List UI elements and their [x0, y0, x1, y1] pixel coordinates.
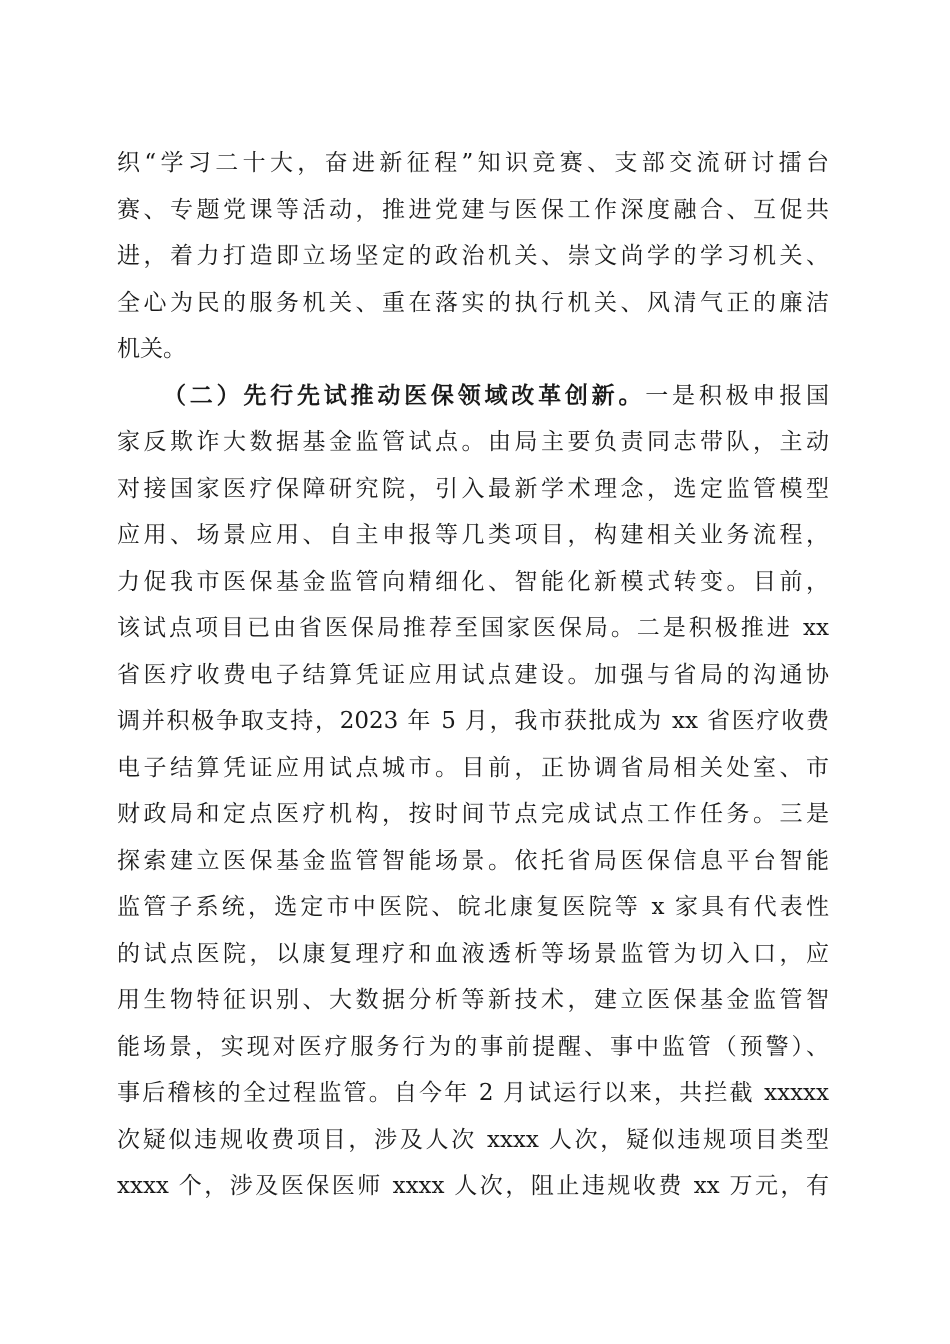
text-line: 省医疗收费电子结算凭证应用试点建设。加强与省局的沟通协: [117, 661, 829, 688]
text-line: 事后稽核的全过程监管。自今年 2 月试运行以来，共拦截 xxxxx: [117, 1080, 829, 1106]
document-body: [117, 140, 829, 1210]
paragraph-2-first-line: [117, 373, 829, 420]
text-line: 电子结算凭证应用试点城市。目前，正协调省局相关处室、市: [117, 754, 829, 781]
text-line: 力促我市医保基金监管向精细化、智能化新模式转变。目前，: [117, 568, 829, 595]
text-line: 探索建立医保基金监管智能场景。依托省局医保信息平台智能: [117, 847, 829, 874]
text-line: 能场景，实现对医疗服务行为的事前提醒、事中监管（预警）、: [117, 1033, 829, 1060]
text-line: 家反欺诈大数据基金监管试点。由局主要负责同志带队，主动: [117, 429, 829, 455]
text-line: 该试点项目已由省医保局推荐至国家医保局。二是积极推进 xx: [117, 615, 829, 641]
text-line: 应用、场景应用、自主申报等几类项目，构建相关业务流程，: [117, 522, 829, 548]
text-line: 调并积极争取支持，2023 年 5 月，我市获批成为 xx 省医疗收费: [117, 708, 829, 734]
text-line: 机关。: [117, 336, 186, 362]
text-line: 进，着力打造即立场坚定的政治机关、崇文尚学的学习机关、: [117, 243, 829, 269]
paragraph-1: [117, 140, 829, 373]
text-line: 全心为民的服务机关、重在落实的执行机关、风清气正的廉洁: [117, 289, 829, 316]
text-line: 对接国家医疗保障研究院，引入最新学术理念，选定监管模型: [117, 475, 829, 502]
text-line: 次疑似违规收费项目，涉及人次 xxxx 人次，疑似违规项目类型: [117, 1126, 829, 1153]
text-run: 一是积极申报国: [645, 382, 830, 409]
text-line: 监管子系统，选定市中医院、皖北康复医院等 x 家具有代表性: [117, 894, 829, 920]
paragraph-2: [117, 373, 829, 1210]
text-line: 赛、专题党课等活动，推进党建与医保工作深度融合、互促共: [117, 196, 829, 223]
text-line: xxxx 个，涉及医保医师 xxxx 人次，阻止违规收费 xx 万元，有: [117, 1173, 829, 1199]
text-line: 的试点医院，以康复理疗和血液透析等场景监管为切入口，应: [117, 940, 829, 967]
text-line: 织“学习二十大，奋进新征程”知识竞赛、支部交流研讨擂台: [117, 150, 829, 176]
text-line: 财政局和定点医疗机构，按时间节点完成试点工作任务。三是: [117, 801, 829, 827]
text-line: 用生物特征识别、大数据分析等新技术，建立医保基金监管智: [117, 987, 829, 1013]
section-heading: （二）先行先试推动医保领域改革创新。: [163, 381, 646, 409]
